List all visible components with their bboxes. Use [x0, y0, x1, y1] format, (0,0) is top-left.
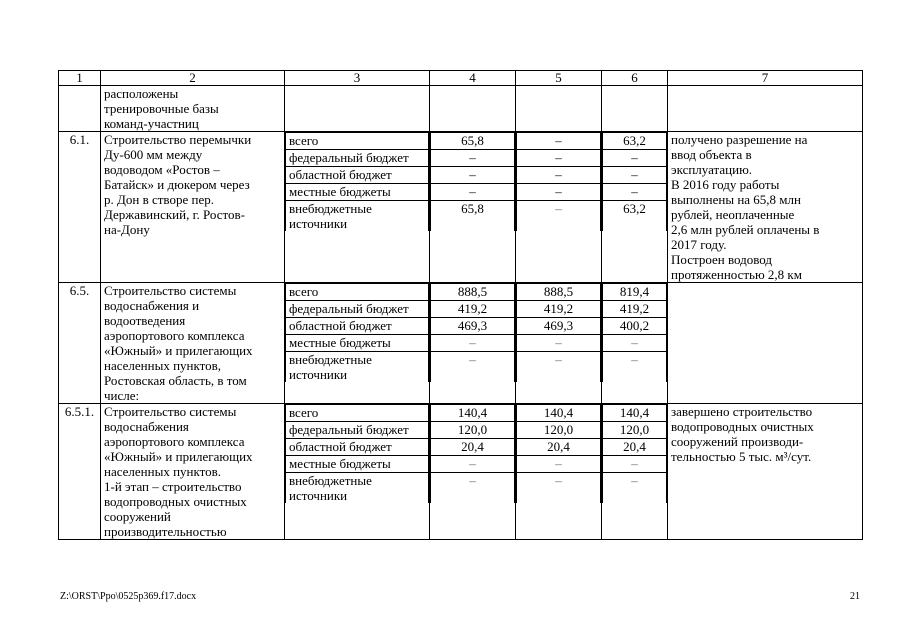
value-col5: 888,5: [517, 284, 601, 301]
text-line: аэропортового комплекса: [104, 328, 245, 343]
text-line: Строительство перемычки: [104, 132, 252, 147]
value-col4-cell: [430, 132, 516, 283]
value-col4: 419,2: [431, 301, 515, 318]
funding-source: всего: [286, 133, 429, 150]
item-number: 6.5.1.: [59, 404, 101, 540]
continuation-text: [101, 86, 285, 132]
header-row: [59, 71, 863, 86]
text-line: сооружений: [104, 509, 171, 524]
value-col6: –: [603, 167, 667, 184]
text-line: выполнены на 65,8 млн: [671, 192, 801, 207]
value-col4: –: [431, 335, 515, 352]
value-col4: 20,4: [431, 439, 515, 456]
value-col5: –: [517, 150, 601, 167]
text-line: водопроводных очистных: [671, 419, 814, 434]
funding-source: всего: [286, 284, 429, 301]
value-col4: –: [431, 473, 515, 504]
text-line: эксплуатацию.: [671, 162, 753, 177]
value-col4: 469,3: [431, 318, 515, 335]
value-col5: –: [517, 167, 601, 184]
text-line: Построен водовод: [671, 252, 773, 267]
value-col4: –: [431, 167, 515, 184]
text-line: на-Дону: [104, 222, 150, 237]
value-col6-cell: [602, 283, 668, 404]
header-cell: 1: [59, 71, 101, 86]
value-col5: –: [517, 352, 601, 383]
item-name: [101, 404, 285, 540]
value-col4-cell: [430, 404, 516, 540]
text-line: В 2016 году работы: [671, 177, 780, 192]
text-line: Батайск» и дюкером через: [104, 177, 250, 192]
value-col4: 120,0: [431, 422, 515, 439]
text-line: р. Дон в створе пер.: [104, 192, 214, 207]
text-line: 2,6 млн рублей оплачены в: [671, 222, 820, 237]
funding-source: всего: [286, 405, 429, 422]
value-col5-cell: [516, 283, 602, 404]
funding-source-cell: [285, 132, 430, 283]
value-col5: –: [517, 456, 601, 473]
value-col6: 63,2: [603, 133, 667, 150]
value-col6: 63,2: [603, 201, 667, 232]
text-line: протяженностью 2,8 км: [671, 267, 802, 282]
value-col6: –: [603, 184, 667, 201]
item-name: [101, 132, 285, 283]
value-col4: 888,5: [431, 284, 515, 301]
text-line: 1-й этап – строительство: [104, 479, 242, 494]
funding-source: внебюджетные источники: [286, 201, 429, 232]
value-col6-cell: [602, 404, 668, 540]
table-row: [59, 404, 863, 540]
text-line: Державинский, г. Ростов-: [104, 207, 245, 222]
text-line: ввод объекта в: [671, 147, 752, 162]
value-col6: 419,2: [603, 301, 667, 318]
item-note: [668, 132, 863, 283]
text-line: населенных пунктов,: [104, 358, 222, 373]
funding-source: областной бюджет: [286, 439, 429, 456]
value-col5: –: [517, 473, 601, 504]
value-col4: 140,4: [431, 405, 515, 422]
funding-source: местные бюджеты: [286, 335, 429, 352]
value-col6: 140,4: [603, 405, 667, 422]
value-col5: 20,4: [517, 439, 601, 456]
value-col4: 65,8: [431, 201, 515, 232]
text-line: Строительство системы: [104, 404, 237, 419]
item-number: 6.1.: [59, 132, 101, 283]
text-line: сооружений производи-: [671, 434, 804, 449]
item-number: 6.5.: [59, 283, 101, 404]
value-col4: –: [431, 150, 515, 167]
value-col6: –: [603, 456, 667, 473]
funding-source: внебюджетные источники: [286, 473, 429, 504]
value-col4: –: [431, 456, 515, 473]
funding-source: федеральный бюджет: [286, 150, 429, 167]
value-col5-cell: [516, 132, 602, 283]
header-cell: 4: [430, 71, 516, 86]
item-note: [668, 283, 863, 404]
funding-source: областной бюджет: [286, 167, 429, 184]
header-cell: 6: [602, 71, 668, 86]
value-col6: 20,4: [603, 439, 667, 456]
text-line: аэропортового комплекса: [104, 434, 245, 449]
value-col4: –: [431, 352, 515, 383]
funding-source: областной бюджет: [286, 318, 429, 335]
text-line: водоотведения: [104, 313, 186, 328]
funding-source: местные бюджеты: [286, 456, 429, 473]
text-line: тренировочные базы: [104, 101, 219, 116]
text-line: водопроводных очистных: [104, 494, 247, 509]
text-line: водоснабжения и: [104, 298, 200, 313]
value-col5: 120,0: [517, 422, 601, 439]
table-row: [59, 283, 863, 404]
value-col5: 140,4: [517, 405, 601, 422]
funding-source: федеральный бюджет: [286, 301, 429, 318]
data-table: [58, 70, 863, 540]
text-line: Строительство системы: [104, 283, 237, 298]
header-cell: 5: [516, 71, 602, 86]
value-col5: –: [517, 201, 601, 232]
value-col5: 419,2: [517, 301, 601, 318]
text-line: расположены: [104, 86, 179, 101]
text-line: рублей, неоплаченные: [671, 207, 795, 222]
value-col4: –: [431, 184, 515, 201]
continuation-row: [59, 86, 863, 132]
value-col4-cell: [430, 283, 516, 404]
text-line: производительностью: [104, 524, 227, 539]
funding-source: местные бюджеты: [286, 184, 429, 201]
text-line: населенных пунктов.: [104, 464, 222, 479]
text-line: 2017 году.: [671, 237, 727, 252]
page-number: 21: [850, 591, 860, 602]
text-line: водоводом «Ростов –: [104, 162, 220, 177]
table-row: [59, 132, 863, 283]
value-col6: –: [603, 473, 667, 504]
text-line: «Южный» и прилегающих: [104, 449, 253, 464]
value-col5: –: [517, 133, 601, 150]
footer-file-path: Z:\ORST\Ppo\0525p369.f17.docx: [60, 591, 197, 602]
value-col6: –: [603, 150, 667, 167]
value-col6: –: [603, 352, 667, 383]
text-line: Ду-600 мм между: [104, 147, 203, 162]
text-line: «Южный» и прилегающих: [104, 343, 253, 358]
continuation-num: [59, 86, 101, 132]
funding-source-cell: [285, 283, 430, 404]
funding-source: федеральный бюджет: [286, 422, 429, 439]
value-col6: 400,2: [603, 318, 667, 335]
text-line: команд-участниц: [104, 116, 199, 131]
text-line: водоснабжения: [104, 419, 189, 434]
item-note: [668, 404, 863, 540]
value-col5: –: [517, 184, 601, 201]
text-line: завершено строительство: [671, 404, 813, 419]
value-col6-cell: [602, 132, 668, 283]
value-col6: 120,0: [603, 422, 667, 439]
value-col5-cell: [516, 404, 602, 540]
value-col4: 65,8: [431, 133, 515, 150]
value-col5: –: [517, 335, 601, 352]
value-col6: –: [603, 335, 667, 352]
text-line: числе:: [104, 388, 140, 403]
text-line: тельностью 5 тыс. м³/сут.: [671, 449, 812, 464]
value-col5: 469,3: [517, 318, 601, 335]
header-cell: 2: [101, 71, 285, 86]
item-name: [101, 283, 285, 404]
header-cell: 7: [668, 71, 863, 86]
text-line: получено разрешение на: [671, 132, 808, 147]
text-line: Ростовская область, в том: [104, 373, 247, 388]
funding-source: внебюджетные источники: [286, 352, 429, 383]
header-cell: 3: [285, 71, 430, 86]
value-col6: 819,4: [603, 284, 667, 301]
funding-source-cell: [285, 404, 430, 540]
